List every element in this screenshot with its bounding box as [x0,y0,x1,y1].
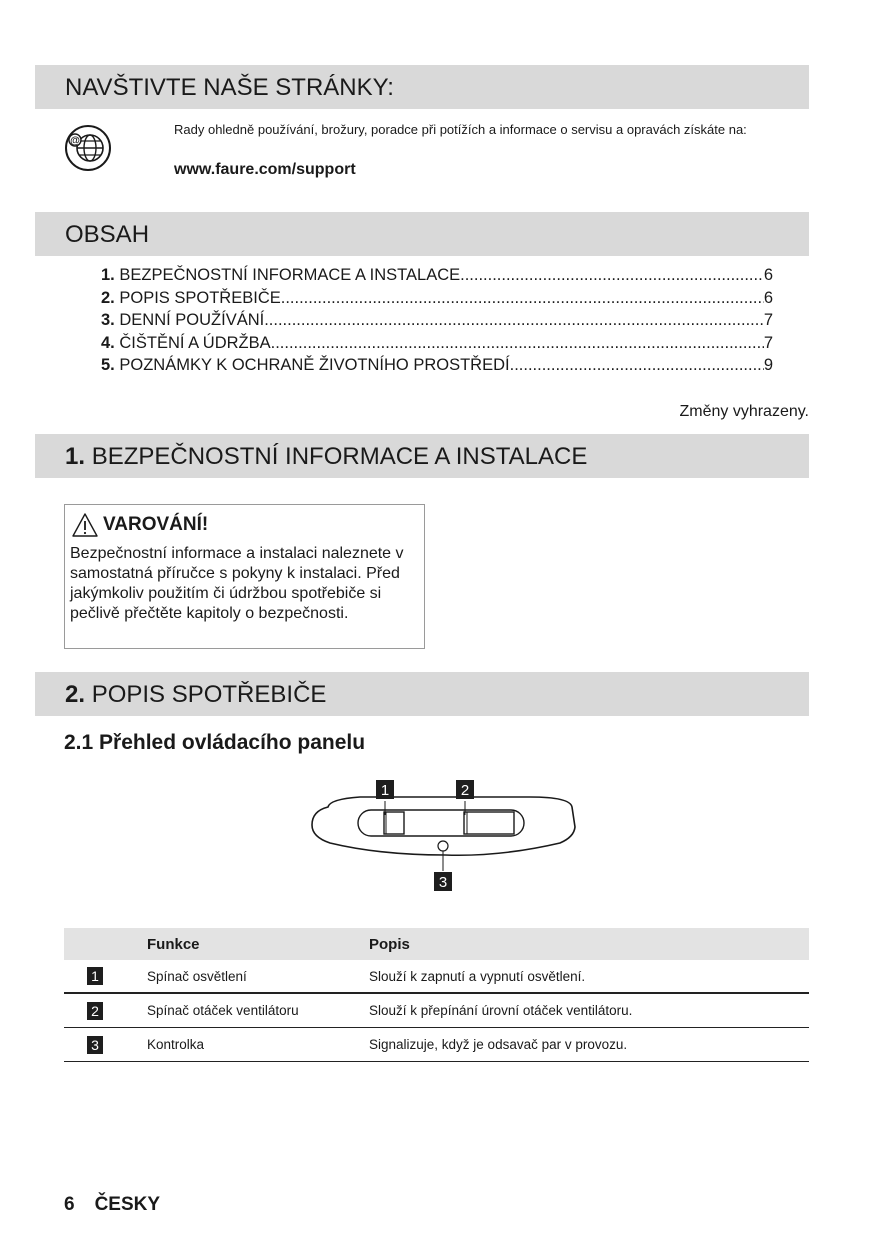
toc-leader-dots [510,356,764,375]
section2-heading-bar [35,672,809,716]
toc-item[interactable] [101,266,773,289]
toc-leader-dots [281,289,764,308]
toc-item[interactable] [101,356,773,379]
page-number: 6 [64,1194,75,1215]
visit-heading: NAVŠTIVTE NAŠE STRÁNKY: [65,74,394,101]
globe-at-icon [64,124,112,172]
row-function: Spínač otáček ventilátoru [147,1003,299,1018]
table-row [64,994,809,1028]
row-description: Signalizuje, když je odsavač par v provozu. [369,1037,628,1052]
changes-reserved-note: Změny vyhrazeny. [679,403,809,420]
toc-leader-dots [271,334,764,353]
toc-item-number: 2. [101,288,115,307]
callout-3: 3 [438,874,448,891]
footer-language: ČESKY [94,1194,161,1215]
fan-speed-switch[interactable] [464,812,514,834]
row-number-badge: 2 [87,1002,103,1020]
section2-title: POPIS SPOTŘEBIČE [91,681,327,708]
toc-item-label: POZNÁMKY K OCHRANĚ ŽIVOTNÍHO PROSTŘEDÍ [119,356,510,374]
row-description: Slouží k přepínání úrovní otáček ventilátoru. [369,1003,633,1018]
section2-number: 2. [65,681,86,708]
toc-item-page: 7 [763,311,773,329]
toc-item-number: 5. [101,356,115,374]
section1-title: BEZPEČNOSTNÍ INFORMACE A INSTALACE [91,443,588,470]
visit-heading-bar [35,65,809,109]
toc-item[interactable] [101,334,773,357]
table-row [64,960,809,994]
row-number-badge: 3 [87,1036,103,1054]
toc-item-number: 1. [101,266,115,284]
toc-leader-dots [264,311,764,330]
light-switch[interactable] [384,812,404,834]
toc-item[interactable] [101,311,773,334]
section2-heading [65,681,326,709]
toc-item-label: ČIŠTĚNÍ A ÚDRŽBA [119,333,271,352]
control-panel-subheading: 2.1 Přehled ovládacího panelu [64,731,366,754]
table-header-function: Funkce [147,935,200,953]
toc-item[interactable] [101,289,773,312]
toc-item-page: 7 [763,333,773,352]
toc-heading: OBSAH [65,221,150,248]
warning-triangle-icon [71,512,99,538]
toc-item-page: 6 [763,288,773,307]
table-of-contents [101,266,773,379]
warning-title: VAROVÁNÍ! [103,514,209,535]
toc-item-page: 6 [763,266,773,284]
warning-box [64,504,425,649]
toc-item-number: 4. [101,333,115,352]
toc-item-label: BEZPEČNOSTNÍ INFORMACE A INSTALACE [119,266,461,284]
toc-heading-bar [35,212,809,256]
warning-text: Bezpečnostní informace a instalaci naleznete v samostatná příručce s pokyny k instalaci. Před jakýmkoliv použitím či údržbou spotřebiče si pečlivě přečtěte kapitoly o bezpečnosti. [70,545,404,622]
svg-text:@: @ [70,135,80,147]
function-table [64,928,809,1062]
callout-1: 1 [380,782,390,799]
control-panel-diagram [300,775,590,895]
section1-heading-bar [35,434,809,478]
indicator-lamp [438,841,448,851]
row-description: Slouží k zapnutí a vypnutí osvětlení. [369,968,586,984]
table-header-row [64,928,809,960]
toc-item-label: DENNÍ POUŽÍVÁNÍ [119,311,265,329]
row-function: Spínač osvětlení [147,968,247,984]
support-url-link[interactable]: www.faure.com/support [174,161,356,178]
toc-leader-dots [460,266,764,285]
toc-item-number: 3. [101,311,115,329]
visit-description: Rady ohledně používání, brožury, poradce při potížích a informace o servisu a opravách získáte na: [174,122,747,137]
row-number-badge: 1 [87,967,103,985]
table-header-description: Popis [369,935,410,953]
page-footer [64,1194,160,1216]
section1-number: 1. [65,443,86,470]
table-row [64,1028,809,1062]
toc-item-label: POPIS SPOTŘEBIČE [119,288,281,307]
toc-item-page: 9 [763,356,773,374]
callout-2: 2 [460,782,470,799]
section1-heading [65,443,587,471]
row-function: Kontrolka [147,1037,205,1052]
